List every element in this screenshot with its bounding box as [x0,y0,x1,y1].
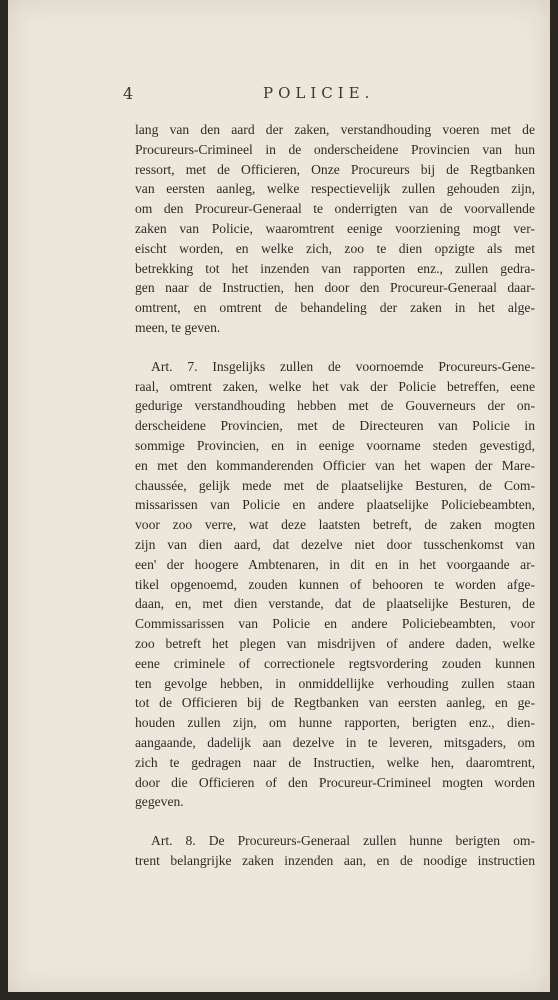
text-line: sommige Provincien, en in eenige voorname steden gevestigd, [135,437,535,453]
text-line: eene criminele of correctionele regtsvordering zouden kunnen [135,655,535,671]
running-title: POLICIE. [263,84,375,102]
text-line: zijn van dien aard, dat dezelve niet door tusschenkomst van [135,536,535,552]
body-text [135,120,535,871]
text-line: zich te gedragen naar de Instructien, welke hen, daaromtrent, [135,754,535,770]
text-line: gegeven. [135,794,184,810]
text-line: aangaande, dadelijk aan dezelve in te leveren, mitsgaders, om [135,734,535,750]
text-line: en met den kommanderenden Officier van het wapen der Mare- [135,457,535,473]
text-line: van eersten aanleg, welke respectievelijk zullen gehouden zijn, [135,181,535,197]
article-7 [135,357,535,812]
text-line: Procureurs-Crimineel in de onderscheidene Provincien van hun [135,141,535,157]
text-line: gedurige verstandhouding hebben met de Gouverneurs der on- [135,398,535,414]
book-page [8,0,550,992]
text-line: chaussée, gelijk mede met de plaatselijke Besturen, de Com- [135,477,535,493]
text-line: derscheidene Provincien, met de Directeuren van Policie in [135,418,535,434]
text-line: ressort, met de Officieren, Onze Procureurs bij de Regtbanken [135,161,535,177]
text-line: missarissen van Policie en andere plaatselijke Policiebeambten, [135,497,535,513]
text-line: Art. 7. Insgelijks zullen de voornoemde Procureurs-Gene- [151,358,535,374]
text-line: door die Officieren of den Procureur-Crimineel mogten worden [135,774,535,790]
page-header [8,84,550,106]
text-line: meen, te geven. [135,319,221,335]
text-line: daan, en, met dien verstande, dat de plaatselijke Besturen, de [135,596,535,612]
text-line: gen naar de Instructien, hen door den Procureur-Generaal daar- [135,280,535,296]
text-line: een' der hoogere Ambtenaren, in dit en in het voorgaande ar- [135,556,535,572]
article-8 [135,831,535,871]
text-line: omtrent, en omtrent de behandeling der zaken in het alge- [135,300,535,316]
text-line: om den Procureur-Generaal te onderrigten van de voorvallende [135,201,535,217]
text-line: tot de Officieren bij de Regtbanken van eersten aanleg, en ge- [135,695,535,711]
text-line: zaken van Policie, waaromtrent eenige voorziening mogt ver- [135,220,535,236]
text-line: voor zoo verre, wat deze laatsten betreft, de zaken mogten [135,517,535,533]
text-line: houden zullen zijn, om hunne rapporten, berigten enz., dien- [135,715,535,731]
text-line: eischt worden, en welke zich, zoo te dien opzigte als met [135,240,535,256]
text-line: zoo betreft het plegen van misdrijven of andere daden, welke [135,635,535,651]
text-line: raal, omtrent zaken, welke het vak der Policie betreffen, eene [135,378,535,394]
text-line: lang van den aard der zaken, verstandhouding voeren met de [135,122,535,137]
text-line: tikel opgenoemd, zouden kunnen of behooren te worden afge- [135,576,535,592]
text-line: Commissarissen van Policie en andere Policiebeambten, voor [135,616,535,632]
text-line: trent belangrijke zaken inzenden aan, en de noodige instructien [135,852,535,868]
paragraph-continuation [135,120,535,338]
text-line: betrekking tot het inzenden van rapporten enz., zullen gedra- [135,260,535,276]
text-line: ten gevolge hebben, in onmiddellijke verhouding zullen staan [135,675,535,691]
text-line: Art. 8. De Procureurs-Generaal zullen hunne berigten om- [151,833,535,849]
page-number: 4 [123,84,134,103]
